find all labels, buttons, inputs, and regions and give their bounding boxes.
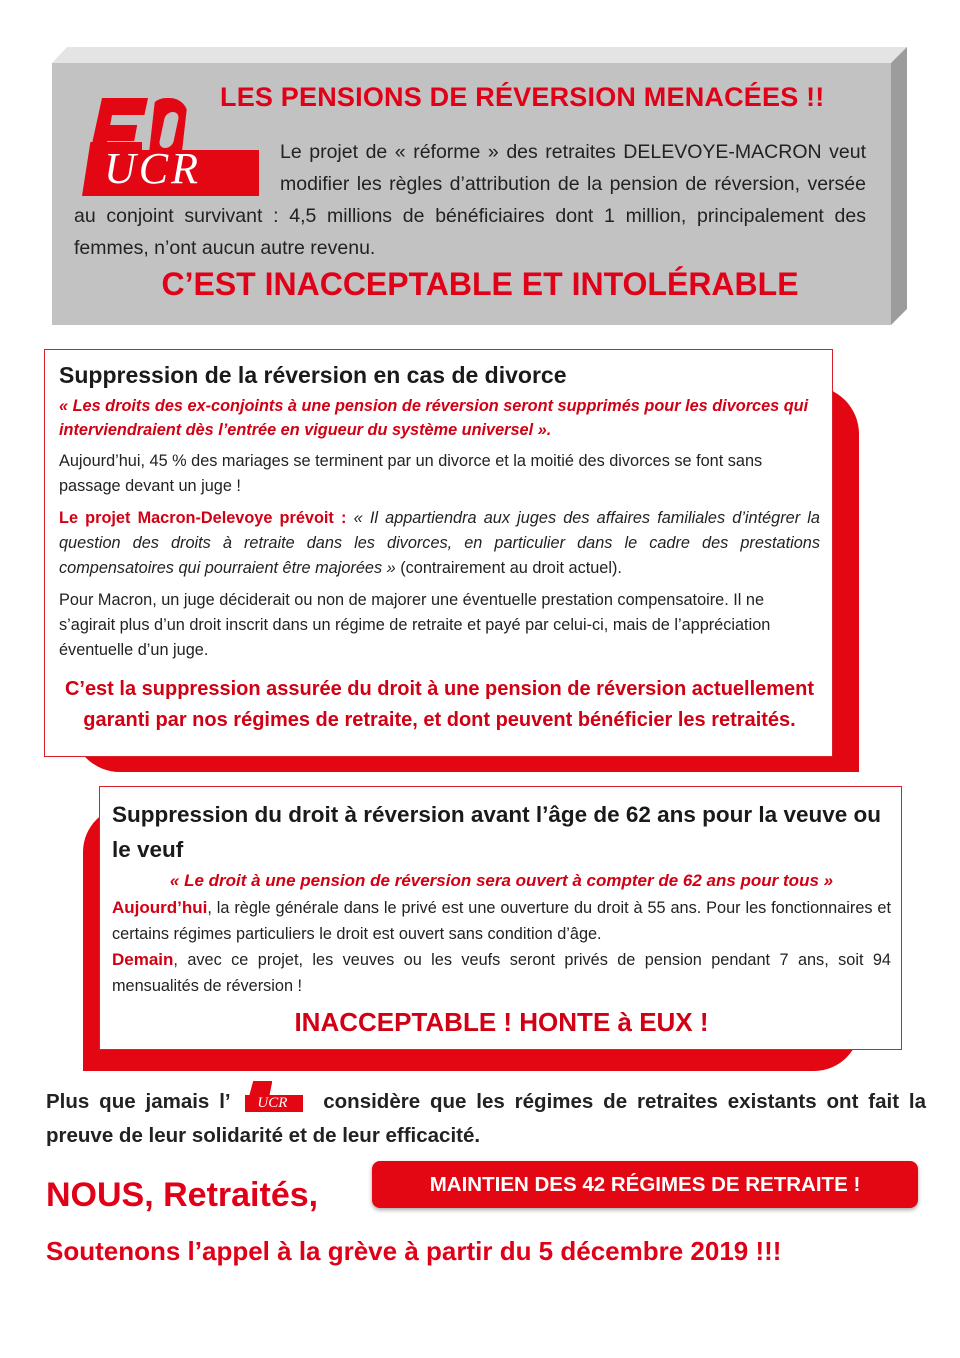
strike-call: Soutenons l’appel à la grève à partir du 5 décembre 2019 !!!	[46, 1236, 782, 1266]
closing-statement	[46, 1085, 926, 1153]
section1-paragraph-2-tail: (contrairement au droit actuel).	[400, 559, 622, 577]
section1-paragraph-1: Aujourd’hui, 45 % des mariages se terminent par un divorce et la moitié des divorces se font sans passage devant un juge !	[59, 452, 763, 495]
section1-paragraph-2-quote: « Il appartiendra aux juges des affaires familiales d’intégrer la question des droits à retraite dans les divorces, en particulier dans le cadre des prestations compensatoires qui pourraient être majorées »	[59, 509, 820, 577]
header-box-top-face	[52, 47, 907, 63]
section1-paragraph-2	[59, 506, 820, 581]
logo-spacer	[74, 136, 280, 198]
section2-conclusion: INACCEPTABLE ! HONTE à EUX !	[294, 1007, 709, 1037]
nous-retraites: NOUS, Retraités,	[46, 1176, 319, 1214]
closing-statement-tail: considère que les régimes de retraites existants ont fait la preuve de leur solidarité et de leur efficacité.	[46, 1090, 926, 1147]
section1-paragraph-2-lead: Le projet Macron-Delevoye prévoit :	[59, 509, 347, 527]
section2-paragraph-2-text: , avec ce projet, les veuves ou les veufs seront privés de pension pendant 7 ans, soit 94 mensualités de réversion !	[112, 951, 891, 995]
logo-ucr-text: UCR	[104, 144, 201, 193]
section1-conclusion: C’est la suppression assurée du droit à une pension de réversion actuellement garanti par nos régimes de retraite, et dont peuvent bénéficier les retraités.	[64, 678, 815, 731]
section2-paragraph-1-lead: Aujourd’hui	[112, 898, 208, 917]
section2-paragraph-2-lead: Demain	[112, 950, 174, 969]
header-slogan: C’EST INACCEPTABLE ET INTOLÉRABLE	[161, 266, 799, 302]
fo-ucr-logo-small	[245, 1087, 303, 1111]
section2-title: Suppression du droit à réversion avant l’âge de 62 ans pour la veuve ou le veuf	[112, 802, 881, 862]
header-paragraph	[74, 136, 866, 264]
small-logo-ucr-text: UCR	[257, 1095, 288, 1111]
section1-title: Suppression de la réversion en cas de divorce	[59, 362, 567, 388]
section1-card	[44, 349, 833, 757]
section2-card	[99, 786, 902, 1050]
section2-paragraph-1-text: , la règle générale dans le privé est une ouverture du droit à 55 ans. Pour les fonctionnaires et certains régimes particuliers le droit est ouvert sans condition d’âge.	[112, 899, 891, 943]
maintien-banner: MAINTIEN DES 42 RÉGIMES DE RETRAITE !	[372, 1161, 918, 1208]
section1-quote: « Les droits des ex-conjoints à une pension de réversion seront supprimés pour les divorces qui interviendraient dès l’entrée en vigueur du système universel ».	[59, 397, 809, 439]
closing-statement-lead: Plus que jamais l’	[46, 1090, 230, 1113]
section2-paragraph-1	[112, 895, 891, 947]
section1-paragraph-3: Pour Macron, un juge déciderait ou non de majorer une éventuelle prestation compensatoire. Il ne s’agirait plus d’un droit inscrit dans un régime de retraite et payé par celui-ci, mais de l’appréciation éventuelle d’un juge.	[59, 591, 771, 659]
section2-quote: « Le droit à une pension de réversion sera ouvert à compter de 62 ans pour tous »	[169, 871, 834, 890]
section2-paragraph-2	[112, 947, 891, 999]
page-title: LES PENSIONS DE RÉVERSION MENACÉES !!	[220, 82, 825, 112]
header-paragraph-text: Le projet de « réforme » des retraites DELEVOYE-MACRON veut modifier les règles d’attribution de la pension de réversion, versée au conjoint survivant : 4,5 millions de bénéficiaires dont 1 million, principalement des femmes, n’ont aucun autre revenu.	[74, 141, 866, 259]
